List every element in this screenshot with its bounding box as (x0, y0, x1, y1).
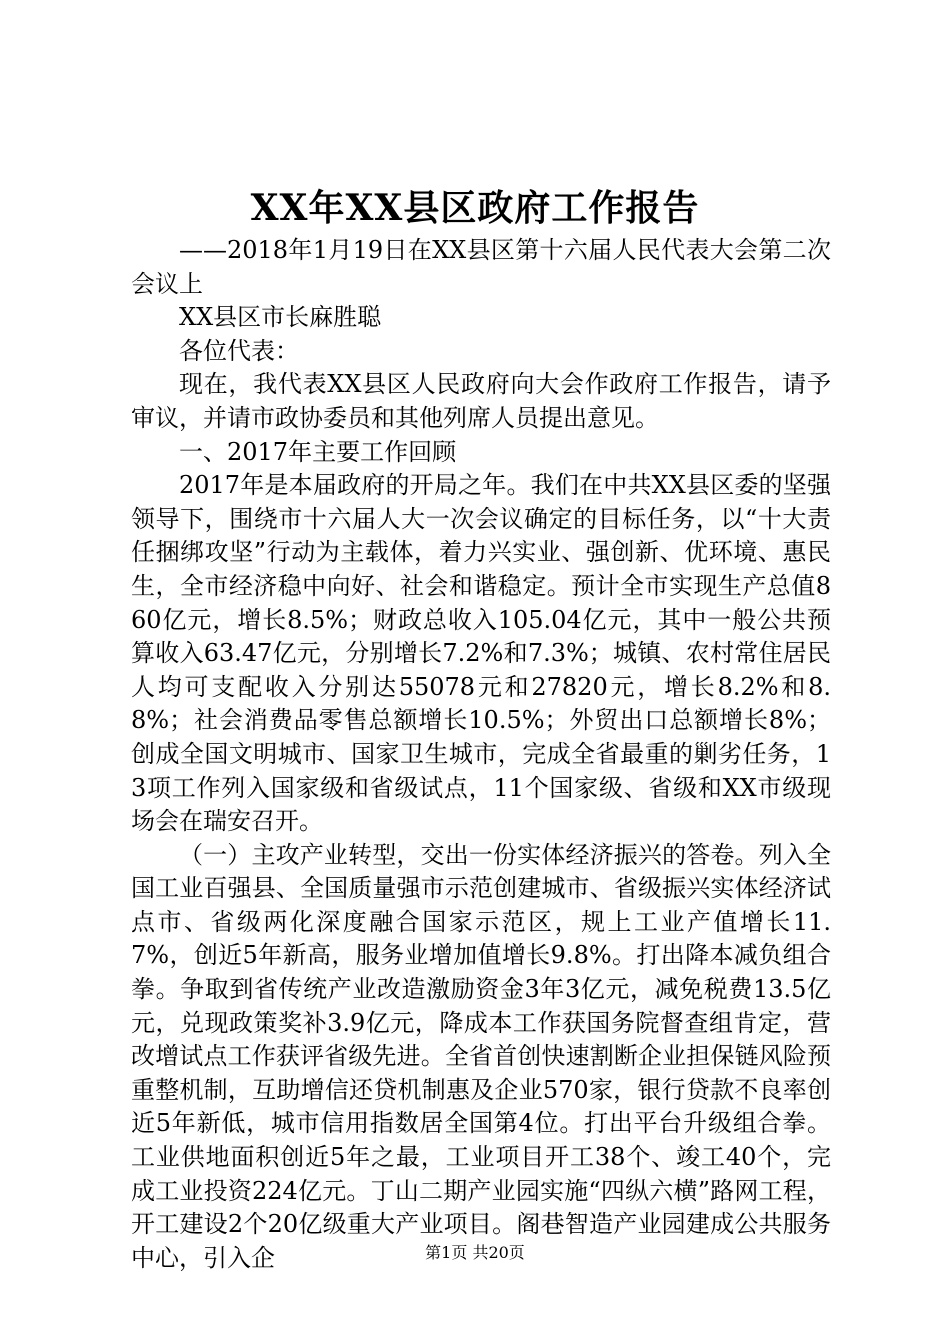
paragraph-review: 2017年是本届政府的开局之年。我们在中共XX县区委的坚强领导下，围绕市十六届人大一次会议确定的目标任务，以“十大责任捆绑攻坚”行动为主载体，着力兴实业、强创新、优环境、惠民生，全市经济稳中向好、社会和谐稳定。预计全市实现生产总值860亿元，增长8.5%；财政总收入105.04亿元，其中一般公共预算收入63.47亿元，分别增长7.2%和7.3%；城镇、农村常住居民人均可支配收入分别达55078元和27820元，增长8.2%和8.8%；社会消费品零售总额增长10.5%；外贸出口总额增长8%；创成全国文明城市、国家卫生城市，完成全省最重的剿劣任务，13项工作列入国家级和省级试点，11个国家级、省级和XX市级现场会在瑞安召开。 (131, 471, 831, 836)
document-body (131, 234, 831, 1275)
document-title: XX年XX县区政府工作报告 (250, 187, 700, 229)
paragraph-intro: 现在，我代表XX县区人民政府向大会作政府工作报告，请予审议，并请市政协委员和其他列席人员提出意见。 (131, 370, 831, 432)
paragraph-industry: （一）主攻产业转型，交出一份实体经济振兴的答卷。列入全国工业百强县、全国质量强市示范创建城市、省级振兴实体经济试点市、省级两化深度融合国家示范区，规上工业产值增长11.7%，创近5年新高，服务业增加值增长9.8%。打出降本减负组合拳。争取到省传统产业改造激励资金3年3亿元，减免税费13.5亿元，兑现政策奖补3.9亿元，降成本工作获国务院督查组肯定，营改增试点工作获评省级先进。全省首创快速割断企业担保链风险预重整机制，互助增信还贷机制惠及企业570家，银行贷款不良率创近5年新低，城市信用指数居全国第4位。打出平台升级组合拳。工业供地面积创近5年之最，工业项目开工38个、竣工40个，完成工业投资224亿元。丁山二期产业园实施“四纵六横”路网工程，开工建设2个20亿级重大产业项目。阁巷智造产业园建成公共服务中心，引入企 (131, 840, 831, 1272)
paragraph-author: XX县区市长麻胜聪 (179, 303, 382, 332)
section-heading: 一、2017年主要工作回顾 (179, 437, 457, 466)
paragraph-salutation: 各位代表： (179, 336, 299, 365)
page-footer: 第1页 共20页 (425, 1243, 525, 1262)
paragraph-subtitle: ——2018年1月19日在XX县区第十六届人民代表大会第二次会议上 (131, 236, 831, 298)
